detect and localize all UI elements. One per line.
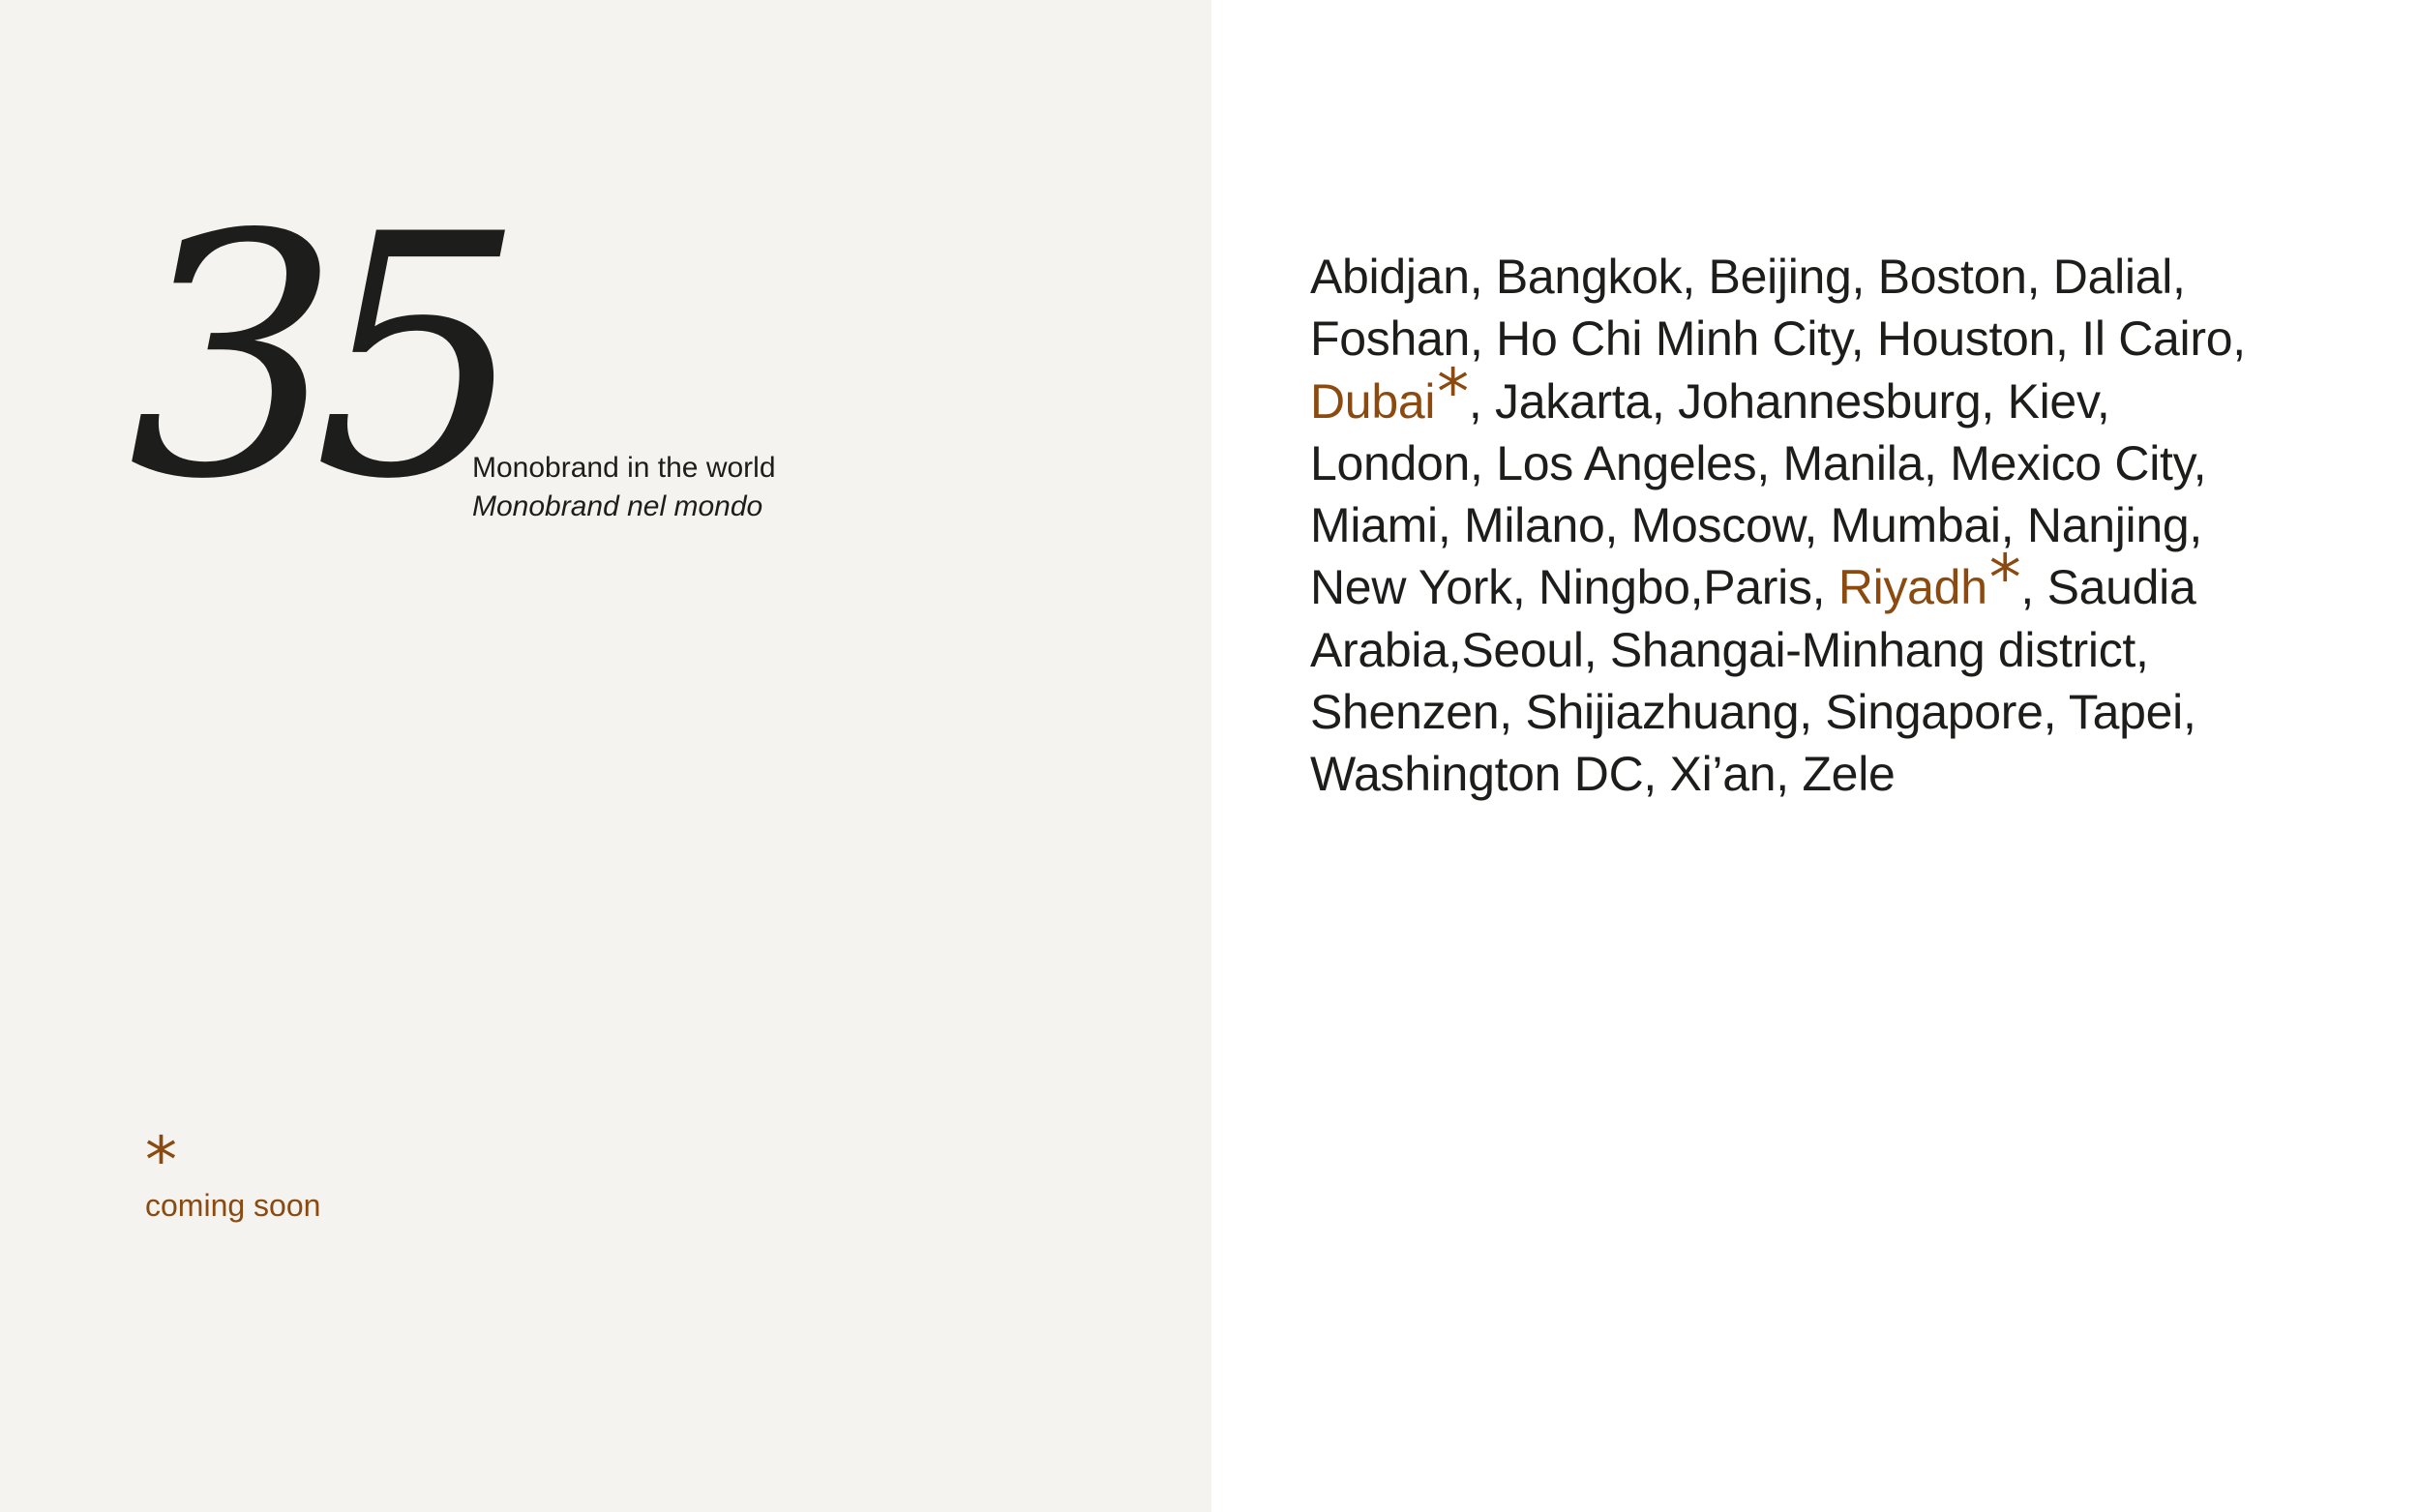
asterisk-icon: * bbox=[1988, 541, 2021, 616]
coming-soon-legend bbox=[145, 1123, 321, 1225]
caption-italian: Monobrand nel mondo bbox=[472, 490, 763, 522]
city-line: London, Los Angeles, Manila, Mexico City, bbox=[1310, 435, 2207, 490]
city-line bbox=[1310, 541, 2336, 618]
city-riyadh: Riyadh bbox=[1837, 560, 1987, 615]
city-line-rest: , Jakarta, Johannesburg, Kiev, bbox=[1468, 373, 2110, 429]
asterisk-icon: * bbox=[1437, 354, 1469, 430]
store-count-caption bbox=[472, 449, 776, 526]
store-count-number: 35 bbox=[128, 164, 498, 552]
asterisk-icon: * bbox=[145, 1123, 177, 1198]
city-line-start: New York, Ningbo,Paris, bbox=[1310, 560, 1838, 615]
city-line: Arabia,Seoul, Shangai-Minhang district, bbox=[1310, 622, 2149, 677]
city-line: Foshan, Ho Chi Minh City, Houston, Il Cairo, bbox=[1310, 311, 2246, 367]
city-line: Washington DC, Xi’an, Zele bbox=[1310, 747, 1896, 802]
city-line: Miami, Milano, Moscow, Mumbai, Nanjing, bbox=[1310, 498, 2202, 553]
city-dubai: Dubai bbox=[1310, 373, 1436, 429]
city-line: Shenzen, Shijiazhuang, Singapore, Tapei, bbox=[1310, 685, 2196, 740]
city-line-rest: , Saudia bbox=[2020, 560, 2196, 615]
coming-soon-label: coming soon bbox=[145, 1188, 321, 1223]
caption-english: Monobrand in the world bbox=[472, 452, 776, 484]
city-line bbox=[1310, 354, 2336, 432]
city-list bbox=[1310, 246, 2336, 806]
city-line: Abidjan, Bangkok, Beijing, Boston, Dalial, bbox=[1310, 250, 2186, 304]
